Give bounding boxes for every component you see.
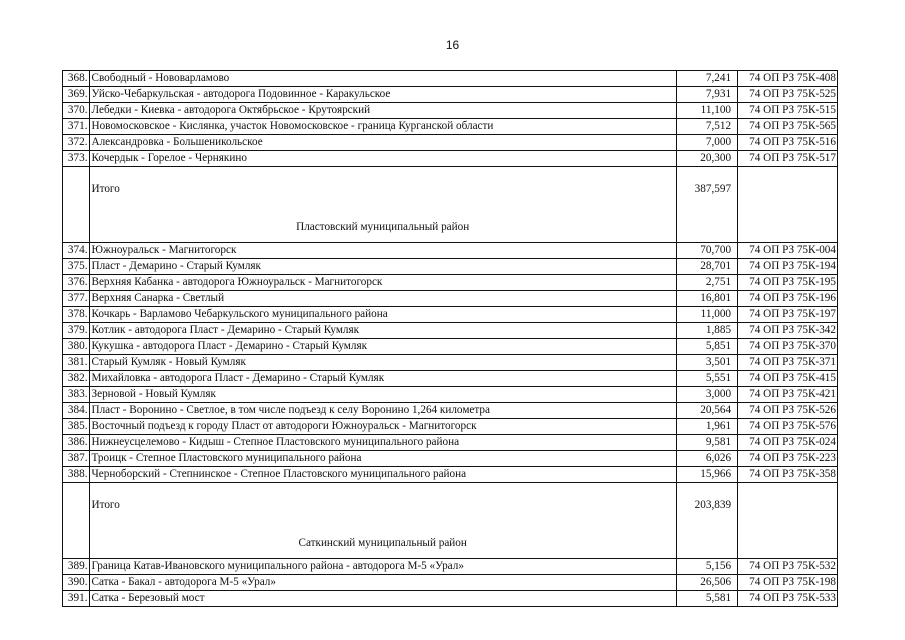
spacer-row xyxy=(63,167,838,183)
road-code: 74 ОП РЗ 75К-415 xyxy=(738,371,838,387)
empty-cell xyxy=(89,197,676,212)
row-number: 370. xyxy=(63,103,90,119)
road-code: 74 ОП РЗ 75К-370 xyxy=(738,339,838,355)
table-row xyxy=(63,451,838,467)
road-code: 74 ОП РЗ 75К-565 xyxy=(738,119,838,135)
road-name: Александровка - Большеникольское xyxy=(89,135,676,151)
table-row xyxy=(63,467,838,483)
table-row xyxy=(63,339,838,355)
empty-cell xyxy=(676,167,737,183)
road-code: 74 ОП РЗ 75К-194 xyxy=(738,259,838,275)
row-number: 386. xyxy=(63,435,90,451)
row-number: 389. xyxy=(63,559,90,575)
road-code: 74 ОП РЗ 75К-516 xyxy=(738,135,838,151)
empty-cell xyxy=(738,513,838,528)
total-row xyxy=(63,182,838,197)
road-length: 70,700 xyxy=(676,243,737,259)
empty-cell xyxy=(676,513,737,528)
road-code: 74 ОП РЗ 75К-421 xyxy=(738,387,838,403)
table-row xyxy=(63,559,838,575)
row-number: 390. xyxy=(63,575,90,591)
road-name: Новомосковское - Кислянка, участок Новомосковское - граница Курганской области xyxy=(89,119,676,135)
road-length: 9,581 xyxy=(676,435,737,451)
empty-cell xyxy=(89,513,676,528)
row-number: 383. xyxy=(63,387,90,403)
road-name: Пласт - Воронино - Светлое, в том числе подъезд к селу Воронино 1,264 километра xyxy=(89,403,676,419)
empty-cell xyxy=(63,513,90,528)
empty-cell xyxy=(63,182,90,197)
empty-cell xyxy=(676,528,737,559)
table-row xyxy=(63,71,838,87)
table-row xyxy=(63,323,838,339)
road-length: 16,801 xyxy=(676,291,737,307)
spacer-row xyxy=(63,483,838,499)
empty-cell xyxy=(63,483,90,499)
road-code: 74 ОП РЗ 75К-198 xyxy=(738,575,838,591)
road-code: 74 ОП РЗ 75К-525 xyxy=(738,87,838,103)
empty-cell xyxy=(738,528,838,559)
row-number: 373. xyxy=(63,151,90,167)
empty-cell xyxy=(738,498,838,513)
table-row xyxy=(63,387,838,403)
empty-cell xyxy=(676,212,737,243)
empty-cell xyxy=(63,498,90,513)
table-row xyxy=(63,87,838,103)
road-length: 1,961 xyxy=(676,419,737,435)
row-number: 372. xyxy=(63,135,90,151)
total-row xyxy=(63,498,838,513)
road-code: 74 ОП РЗ 75К-358 xyxy=(738,467,838,483)
road-name: Верхняя Кабанка - автодорога Южноуральск - Магнитогорск xyxy=(89,275,676,291)
row-number: 368. xyxy=(63,71,90,87)
road-name: Сатка - Бакал - автодорога М-5 «Урал» xyxy=(89,575,676,591)
road-length: 26,506 xyxy=(676,575,737,591)
total-value: 203,839 xyxy=(676,498,737,513)
road-name: Лебедки - Киевка - автодорога Октябрьское - Крутоярский xyxy=(89,103,676,119)
road-name: Южноуральск - Магнитогорск xyxy=(89,243,676,259)
row-number: 387. xyxy=(63,451,90,467)
table-row xyxy=(63,259,838,275)
road-length: 5,551 xyxy=(676,371,737,387)
table-row xyxy=(63,151,838,167)
empty-cell xyxy=(89,483,676,499)
table-row xyxy=(63,435,838,451)
roads-table xyxy=(62,70,838,607)
empty-cell xyxy=(89,167,676,183)
road-code: 74 ОП РЗ 75К-197 xyxy=(738,307,838,323)
section-header-row xyxy=(63,212,838,243)
row-number: 381. xyxy=(63,355,90,371)
empty-cell xyxy=(738,167,838,183)
road-length: 15,966 xyxy=(676,467,737,483)
road-code: 74 ОП РЗ 75К-526 xyxy=(738,403,838,419)
row-number: 378. xyxy=(63,307,90,323)
road-code: 74 ОП РЗ 75К-223 xyxy=(738,451,838,467)
table-row xyxy=(63,291,838,307)
empty-cell xyxy=(738,182,838,197)
road-code: 74 ОП РЗ 75К-517 xyxy=(738,151,838,167)
total-value: 387,597 xyxy=(676,182,737,197)
road-code: 74 ОП РЗ 75К-515 xyxy=(738,103,838,119)
section-title: Пластовский муниципальный район xyxy=(89,212,676,243)
table-row xyxy=(63,591,838,607)
table-row xyxy=(63,119,838,135)
row-number: 379. xyxy=(63,323,90,339)
empty-cell xyxy=(738,197,838,212)
empty-cell xyxy=(63,212,90,243)
road-length: 11,000 xyxy=(676,307,737,323)
road-name: Кукушка - автодорога Пласт - Демарино - Старый Кумляк xyxy=(89,339,676,355)
road-length: 7,241 xyxy=(676,71,737,87)
road-length: 5,581 xyxy=(676,591,737,607)
road-name: Пласт - Демарино - Старый Кумляк xyxy=(89,259,676,275)
road-length: 7,931 xyxy=(676,87,737,103)
empty-cell xyxy=(738,212,838,243)
total-label: Итого xyxy=(89,498,676,513)
road-length: 20,300 xyxy=(676,151,737,167)
road-name: Зерновой - Новый Кумляк xyxy=(89,387,676,403)
empty-cell xyxy=(676,197,737,212)
row-number: 385. xyxy=(63,419,90,435)
page-number: 16 xyxy=(445,38,460,52)
road-length: 20,564 xyxy=(676,403,737,419)
table-row xyxy=(63,419,838,435)
road-code: 74 ОП РЗ 75К-196 xyxy=(738,291,838,307)
road-code: 74 ОП РЗ 75К-576 xyxy=(738,419,838,435)
road-length: 7,000 xyxy=(676,135,737,151)
road-code: 74 ОП РЗ 75К-533 xyxy=(738,591,838,607)
spacer-row xyxy=(63,197,838,212)
road-name: Восточный подъезд к городу Пласт от автодороги Южноуральск - Магнитогорск xyxy=(89,419,676,435)
table-row xyxy=(63,403,838,419)
row-number: 380. xyxy=(63,339,90,355)
empty-cell xyxy=(738,483,838,499)
road-length: 11,100 xyxy=(676,103,737,119)
row-number: 384. xyxy=(63,403,90,419)
road-code: 74 ОП РЗ 75К-408 xyxy=(738,71,838,87)
row-number: 376. xyxy=(63,275,90,291)
road-length: 5,851 xyxy=(676,339,737,355)
table-row xyxy=(63,275,838,291)
road-name: Троицк - Степное Пластовского муниципального района xyxy=(89,451,676,467)
total-label: Итого xyxy=(89,182,676,197)
road-name: Сатка - Березовый мост xyxy=(89,591,676,607)
empty-cell xyxy=(676,483,737,499)
row-number: 374. xyxy=(63,243,90,259)
road-name: Кочкарь - Варламово Чебаркульского муниципального района xyxy=(89,307,676,323)
road-code: 74 ОП РЗ 75К-195 xyxy=(738,275,838,291)
road-length: 3,501 xyxy=(676,355,737,371)
table-row xyxy=(63,135,838,151)
table-row xyxy=(63,103,838,119)
road-length: 1,885 xyxy=(676,323,737,339)
road-code: 74 ОП РЗ 75К-004 xyxy=(738,243,838,259)
spacer-row xyxy=(63,513,838,528)
row-number: 391. xyxy=(63,591,90,607)
table-row xyxy=(63,307,838,323)
road-name: Кочердык - Горелое - Чернякино xyxy=(89,151,676,167)
roads-table-body xyxy=(63,71,838,607)
road-length: 6,026 xyxy=(676,451,737,467)
section-title: Саткинский муниципальный район xyxy=(89,528,676,559)
road-name: Нижнеусцелемово - Кидыш - Степное Пластовского муниципального района xyxy=(89,435,676,451)
road-name: Граница Катав-Ивановского муниципального района - автодорога М-5 «Урал» xyxy=(89,559,676,575)
empty-cell xyxy=(63,528,90,559)
road-length: 28,701 xyxy=(676,259,737,275)
row-number: 377. xyxy=(63,291,90,307)
road-name: Черноборский - Степнинское - Степное Пластовского муниципального района xyxy=(89,467,676,483)
table-row xyxy=(63,355,838,371)
road-name: Верхняя Санарка - Светлый xyxy=(89,291,676,307)
road-length: 5,156 xyxy=(676,559,737,575)
table-row xyxy=(63,575,838,591)
section-header-row xyxy=(63,528,838,559)
road-code: 74 ОП РЗ 75К-532 xyxy=(738,559,838,575)
row-number: 382. xyxy=(63,371,90,387)
road-name: Свободный - Нововарламово xyxy=(89,71,676,87)
road-code: 74 ОП РЗ 75К-342 xyxy=(738,323,838,339)
row-number: 375. xyxy=(63,259,90,275)
road-name: Уйско-Чебаркульская - автодорога Подовинное - Каракульское xyxy=(89,87,676,103)
row-number: 371. xyxy=(63,119,90,135)
road-name: Михайловка - автодорога Пласт - Демарино - Старый Кумляк xyxy=(89,371,676,387)
road-code: 74 ОП РЗ 75К-024 xyxy=(738,435,838,451)
row-number: 388. xyxy=(63,467,90,483)
road-code: 74 ОП РЗ 75К-371 xyxy=(738,355,838,371)
road-name: Старый Кумляк - Новый Кумляк xyxy=(89,355,676,371)
empty-cell xyxy=(63,197,90,212)
road-name: Котлик - автодорога Пласт - Демарино - Старый Кумляк xyxy=(89,323,676,339)
road-length: 3,000 xyxy=(676,387,737,403)
empty-cell xyxy=(63,167,90,183)
row-number: 369. xyxy=(63,87,90,103)
table-row xyxy=(63,371,838,387)
road-length: 2,751 xyxy=(676,275,737,291)
table-row xyxy=(63,243,838,259)
road-length: 7,512 xyxy=(676,119,737,135)
